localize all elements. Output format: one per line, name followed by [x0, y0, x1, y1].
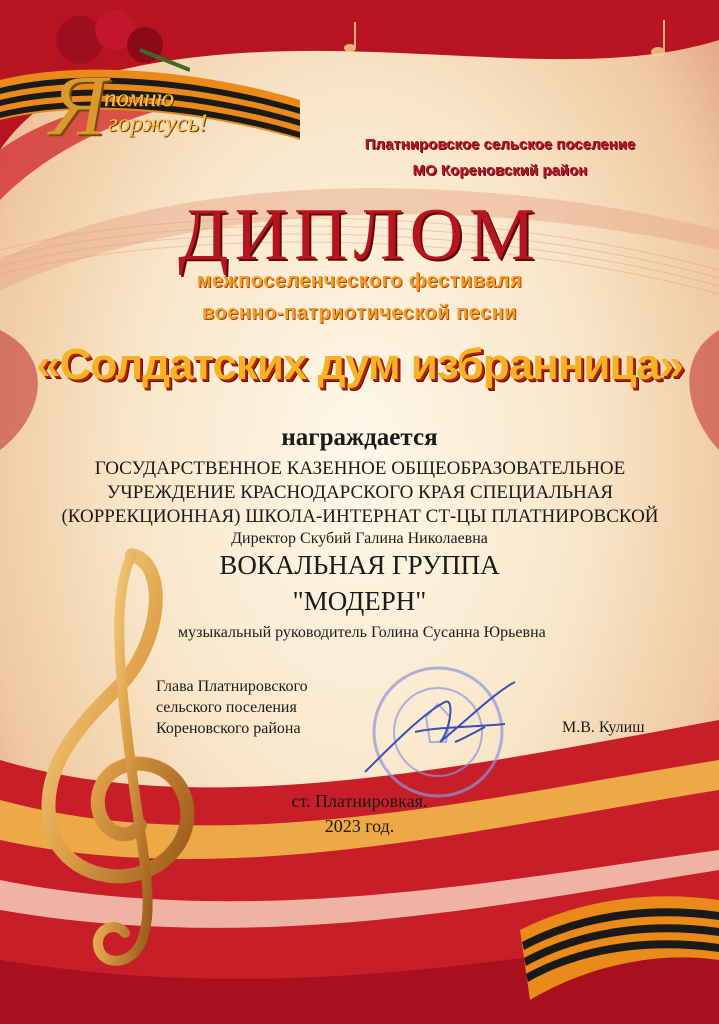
festival-subtitle-2: военно-патриотической песни: [201, 302, 518, 324]
awardee-organization: ГОСУДАРСТВЕННОЕ КАЗЕННОЕ ОБЩЕОБРАЗОВАТЕЛЬНОЕ УЧРЕЖДЕНИЕ КРАСНОДАРСКОГО КРАЯ СПЕЦИАЛЬНАЯ (КОРРЕКЦИОННАЯ) ШКОЛА-ИНТЕРНАТ СТ-ЦЫ ПЛАТНИРОВСКОЙ: [61, 458, 659, 527]
issuer-line-1: Платнировское сельское поселение: [364, 136, 636, 153]
badge-ya-letter: Я: [50, 57, 107, 153]
head-name: М.В. Кулиш: [562, 719, 645, 736]
head-title: [156, 676, 308, 739]
place: ст. Платнировкая.: [291, 791, 428, 811]
st-george-ribbon-bottom: [520, 870, 719, 1024]
director-name: Директор Скубий Галина Николаевна: [231, 530, 488, 547]
festival-name: «Солдатских дум избранница»: [36, 340, 683, 389]
badge-remember: помню: [104, 85, 175, 112]
treble-clef-icon: [20, 535, 220, 975]
head-title-line-1: Глава Платнировского: [156, 678, 308, 695]
music-director: музыкальный руководитель Голина Сусанна Юрьевна: [178, 624, 546, 641]
issuer-line-2: МО Кореновский район: [412, 162, 588, 179]
festival-subtitle-1: межпоселенческого фестиваля: [196, 270, 523, 292]
issuer-block: [300, 132, 700, 184]
head-title-line-2: сельского поселения: [156, 699, 297, 716]
group-name: "МОДЕРН": [292, 586, 427, 616]
signature-icon: [355, 672, 525, 782]
badge-proud: горжусь!: [108, 110, 208, 137]
head-title-line-3: Кореновского района: [156, 720, 301, 737]
awarded-label: награждается: [281, 424, 438, 451]
badge-ya: [50, 57, 107, 153]
place-and-date: [0, 789, 719, 839]
year: 2023 год.: [324, 816, 395, 836]
diploma-title: ДИПЛОМ: [178, 194, 541, 276]
group-title: ВОКАЛЬНАЯ ГРУППА: [219, 550, 500, 580]
